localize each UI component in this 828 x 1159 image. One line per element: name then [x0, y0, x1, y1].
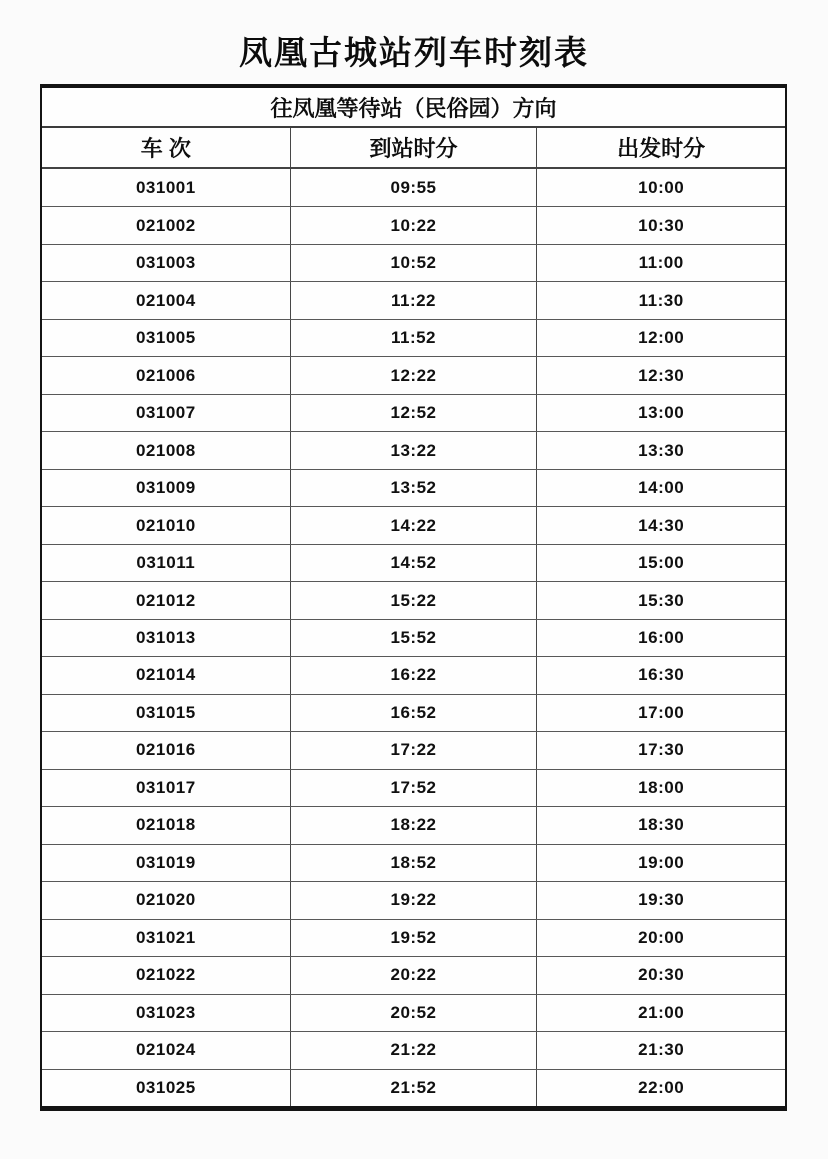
- timetable-table: [40, 84, 787, 1111]
- train-no-cell: 021016: [135, 740, 196, 760]
- departure-time-cell: 22:00: [638, 1077, 685, 1097]
- table-row: [42, 431, 785, 468]
- arrival-time-cell: 12:52: [290, 395, 538, 431]
- table-row: [42, 619, 785, 656]
- arrival-time-cell: 17:52: [290, 770, 538, 806]
- table-row: [42, 244, 785, 281]
- arrival-time-cell: 11:52: [290, 320, 538, 356]
- table-row: [42, 281, 785, 318]
- train-no-cell: 031025: [135, 1077, 196, 1097]
- departure-time-cell: 15:00: [638, 553, 685, 573]
- train-no-cell: 031009: [135, 478, 196, 498]
- departure-time-cell: 10:30: [638, 215, 685, 235]
- arrival-time-cell: 16:52: [290, 695, 538, 731]
- departure-time-cell: 11:30: [638, 290, 684, 310]
- page-title: 凤凰古城站列车时刻表: [239, 34, 589, 71]
- train-no-cell: 021008: [135, 440, 196, 460]
- departure-time-cell: 21:00: [638, 1002, 685, 1022]
- departure-time-cell: 14:00: [638, 478, 685, 498]
- arrival-time-cell: 10:52: [290, 245, 538, 281]
- train-no-cell: 031007: [135, 403, 196, 423]
- arrival-time-cell: 13:22: [290, 432, 538, 468]
- departure-time-cell: 18:30: [638, 815, 685, 835]
- arrival-time-cell: 11:22: [290, 282, 538, 318]
- train-no-cell: 031001: [135, 177, 196, 197]
- table-row: [42, 994, 785, 1031]
- direction-header: 往凤凰等待站（民俗园）方向: [42, 88, 785, 128]
- table-row: [42, 656, 785, 693]
- departure-time-cell: 15:30: [638, 590, 685, 610]
- departure-time-cell: 20:00: [638, 927, 685, 947]
- arrival-time-cell: 21:52: [290, 1070, 538, 1106]
- train-no-cell: 031019: [135, 852, 196, 872]
- table-row: [42, 844, 785, 881]
- table-row: [42, 469, 785, 506]
- column-header-train-no: 车 次: [140, 136, 191, 161]
- table-row: [42, 319, 785, 356]
- train-no-cell: 021006: [135, 365, 196, 385]
- departure-time-cell: 19:30: [638, 890, 685, 910]
- train-no-cell: 031015: [135, 702, 196, 722]
- departure-time-cell: 21:30: [638, 1040, 685, 1060]
- column-header-departure: 出发时分: [617, 136, 706, 161]
- table-row: [42, 881, 785, 918]
- arrival-time-cell: 18:52: [290, 845, 538, 881]
- table-row: [42, 731, 785, 768]
- table-row: [42, 1031, 785, 1068]
- train-no-cell: 021012: [135, 590, 196, 610]
- arrival-time-cell: 09:55: [290, 169, 538, 206]
- departure-time-cell: 17:00: [638, 702, 685, 722]
- departure-time-cell: 18:00: [638, 777, 685, 797]
- train-no-cell: 021002: [135, 215, 196, 235]
- arrival-time-cell: 19:22: [290, 882, 538, 918]
- arrival-time-cell: 12:22: [290, 357, 538, 393]
- train-no-cell: 021004: [135, 290, 196, 310]
- table-row: [42, 919, 785, 956]
- departure-time-cell: 12:00: [638, 328, 685, 348]
- arrival-time-cell: 20:22: [290, 957, 538, 993]
- column-header-arrival: 到站时分: [290, 128, 538, 167]
- arrival-time-cell: 19:52: [290, 920, 538, 956]
- arrival-time-cell: 21:22: [290, 1032, 538, 1068]
- departure-time-cell: 16:30: [638, 665, 685, 685]
- train-no-cell: 021022: [135, 965, 196, 985]
- table-row: [42, 544, 785, 581]
- table-row: [42, 956, 785, 993]
- train-no-cell: 021010: [135, 515, 196, 535]
- arrival-time-cell: 15:22: [290, 582, 538, 618]
- train-no-cell: 021024: [135, 1040, 196, 1060]
- arrival-time-cell: 20:52: [290, 995, 538, 1031]
- train-no-cell: 021014: [135, 665, 196, 685]
- table-row: [42, 1069, 785, 1106]
- table-body: [42, 169, 785, 1106]
- departure-time-cell: 16:00: [638, 627, 685, 647]
- train-no-cell: 031021: [135, 927, 196, 947]
- train-no-cell: 031023: [135, 1002, 196, 1022]
- arrival-time-cell: 13:52: [290, 470, 538, 506]
- train-no-cell: 031013: [135, 627, 196, 647]
- table-row: [42, 581, 785, 618]
- arrival-time-cell: 10:22: [290, 207, 538, 243]
- table-row: [42, 169, 785, 206]
- arrival-time-cell: 15:52: [290, 620, 538, 656]
- train-no-cell: 031011: [136, 553, 196, 573]
- table-row: [42, 806, 785, 843]
- table-row: [42, 394, 785, 431]
- train-no-cell: 031017: [135, 777, 196, 797]
- train-no-cell: 021020: [135, 890, 196, 910]
- table-row: [42, 356, 785, 393]
- table-row: [42, 694, 785, 731]
- departure-time-cell: 13:00: [638, 403, 685, 423]
- departure-time-cell: 12:30: [638, 365, 685, 385]
- arrival-time-cell: 17:22: [290, 732, 538, 768]
- column-header-row: [42, 128, 785, 169]
- departure-time-cell: 10:00: [638, 177, 685, 197]
- train-no-cell: 031005: [135, 328, 196, 348]
- arrival-time-cell: 14:52: [290, 545, 538, 581]
- table-row: [42, 206, 785, 243]
- arrival-time-cell: 14:22: [290, 507, 538, 543]
- departure-time-cell: 20:30: [638, 965, 685, 985]
- table-row: [42, 506, 785, 543]
- departure-time-cell: 19:00: [638, 852, 685, 872]
- arrival-time-cell: 16:22: [290, 657, 538, 693]
- departure-time-cell: 11:00: [638, 253, 684, 273]
- train-no-cell: 021018: [135, 815, 196, 835]
- train-no-cell: 031003: [135, 253, 196, 273]
- departure-time-cell: 13:30: [638, 440, 685, 460]
- arrival-time-cell: 18:22: [290, 807, 538, 843]
- table-row: [42, 769, 785, 806]
- departure-time-cell: 17:30: [638, 740, 685, 760]
- departure-time-cell: 14:30: [638, 515, 685, 535]
